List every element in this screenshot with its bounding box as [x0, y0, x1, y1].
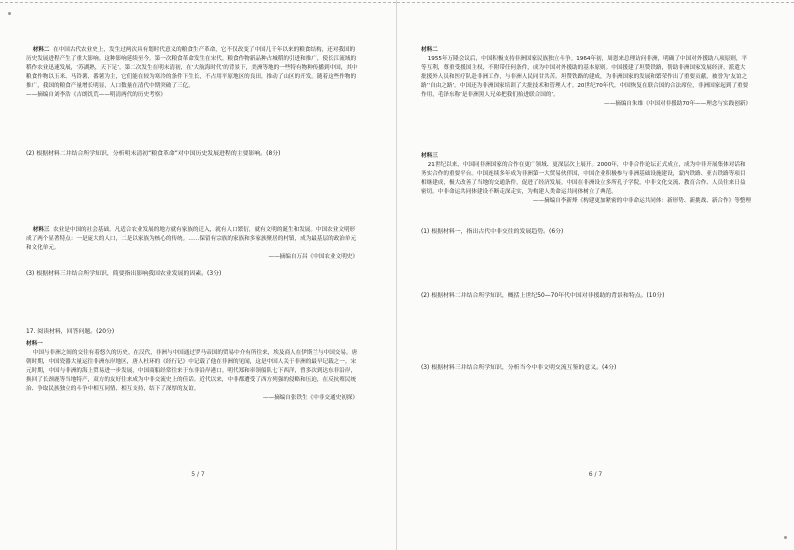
material-2-source: ——摘编自朱维《中国对非援助70年——理念与实践创新》 [604, 101, 751, 107]
material-1-label: 材料一 [26, 341, 43, 347]
material-2-label: 材料二 [421, 47, 438, 53]
question-17-1: (1) 根据材料一，指出古代中非交往的发展趋势。(6分) [421, 229, 564, 235]
page-edge [397, 2, 794, 3]
question-17-3: (3) 根据材料三并结合所学知识，分析当今中非文明交流互鉴的意义。(4分) [421, 365, 617, 371]
page-6 [397, 0, 794, 550]
material-3-source: ——摘编自李新烽《构建更加紧密的中非命运共同体：新形势、新挑战、新合作》等整理 [532, 198, 751, 204]
material-2-block [421, 46, 751, 109]
material-3-text: 农业是中国的社会基础。凡适合农业发展的地方就有家族的迁入，就有人口繁衍，就有文明的诞生和发展。中国农业文明形成了两个显著特点：一是庞大的人口，二是以家族为核心的传统。……保留有宗族的家族和多家族聚居的村镇，成为最基层的政治单元和文化单元。 [26, 227, 357, 251]
material-2-source: ——摘编自刘李浩《吉朗饥荒——明清两代的历史考察》 [26, 92, 166, 98]
material-3-text: 21世纪以来，中国同非洲国家的合作在更广领域、更深层次上展开。2000年，中非合作论坛正式成立，成为中非开展集体对话和务实合作的重要平台。中国连续多年成为非洲第一大贸易伙伴国，中国企业积极参与非洲基础设施建设，蒙内铁路、亚吉铁路等项目相继建成，极大改善了当地的交通条件，促进了经济发展。中国在非洲设立多所孔子学院，中非文化交流、教育合作、人员往来日益密切。中非命运共同体建设不断走深走实，为构建人类命运共同体树立了典范。 [421, 162, 746, 195]
material-3-block [421, 152, 751, 206]
scan-speck [8, 12, 11, 15]
question-16-3: (3) 根据材料三并结合所学知识，简要指出影响我国农业发展的因素。(3分) [26, 271, 222, 277]
scan-speck [784, 536, 787, 539]
material-3-label: 材料三 [421, 153, 438, 159]
material-3-source: ——摘编自万昌《中国农业文明史》 [268, 254, 358, 260]
page-edge [0, 2, 396, 3]
material-2-text: 在中国古代农业史上，发生过两次具有划时代意义的粮食生产革命，它不仅改变了中国几千年以来的粮食结构，还对我国的历史发展进程产生了重大影响。这种影响延续至今。第一次粮食革命发生在宋代。粮食作物新品种占城稻的引进和推广，使长江流域的稻作农业迅速发展，‘苏湖熟，天下足’。第二次发生在明末清初，在‘大航海时代’的背景下，美洲等地的一些特有物种传播到中国，其中粮食作物以玉米、马铃薯、番薯为主，它们能在较为寒冷的条件下生长，不占用平原地区的良田，推动了山区的开发。随着这些作物的推广，我国的粮食产量增长明显，人口数量在清代中期突破了三亿。 [26, 47, 358, 89]
material-3-paragraph [26, 226, 358, 253]
material-2-paragraph [26, 46, 358, 91]
page-number: 5 / 7 [191, 471, 205, 478]
material-2-label: 材料二 [32, 47, 50, 53]
question-17-2: (2) 根据材料二并结合所学知识，概括上世纪50—70年代中国对非援助的背景和特点。(10分) [421, 293, 665, 299]
question-17-header: 17. 阅读材料，回答问题。(20分) [26, 329, 115, 335]
material-3-label: 材料三 [32, 227, 50, 233]
material-3-block [26, 226, 358, 262]
question-16-2: (2) 根据材料二并结合所学知识，分析明末清初“粮食革命”对中国历史发展进程的主要影响。(8分) [26, 151, 281, 157]
material-1-text: 中国与非洲之间的交往有着悠久的历史。在汉代，非洲与中国通过罗马帝国的贸易中介有所往来，埃及商人在伊斯兰与中国交易。唐朝时期，中国瓷器大量运往非洲东岸地区，唐人杜环的《经行记》中记载了他在非洲的见闻，这是中国人关于非洲的最早记载之一。宋元时期，中国与非洲的海上贸易进一步发展，中国商船经常往来于东非沿岸港口。明代郑和率领船队七下西洋，曾多次到达东非沿岸，换回了长颈鹿等当地特产，双方的友好往来成为中非交流史上的佳话。近代以来，中非都遭受了西方列强的侵略和压迫，在反抗殖民统治、争取民族独立的斗争中相互同情、相互支持，结下了深厚的友谊。 [26, 350, 358, 392]
material-1-source: ——摘编自张铁生《中非交通史初探》 [262, 395, 358, 401]
material-2-block [26, 46, 358, 100]
page-number: 6 / 7 [588, 471, 603, 478]
material-2-text: 1955年万隆会议后，中国积极支持非洲国家民族独立斗争。1964年初，周恩来总理访问非洲，明确了中国对外援助八项原则，平等互利，尊重受援国主权，不附带任何条件，成为中国对外援助的基本原则。中国援建了坦赞铁路，帮助非洲国家发展经济，派遣大批援外人员和医疗队赴非洲工作，与非洲人民同甘共苦。坦赞铁路的建成，为非洲国家的发展和繁荣作出了重要贡献，被誉为‘友谊之路’‘自由之路’。中国还为非洲国家培训了大批技术和管理人才。20世纪70年代，中国恢复在联合国的合法席位，非洲国家起到了重要作用，毛泽东称‘是非洲黑人兄弟把我们抬进联合国的’。 [421, 56, 749, 98]
material-1-block [26, 340, 358, 403]
